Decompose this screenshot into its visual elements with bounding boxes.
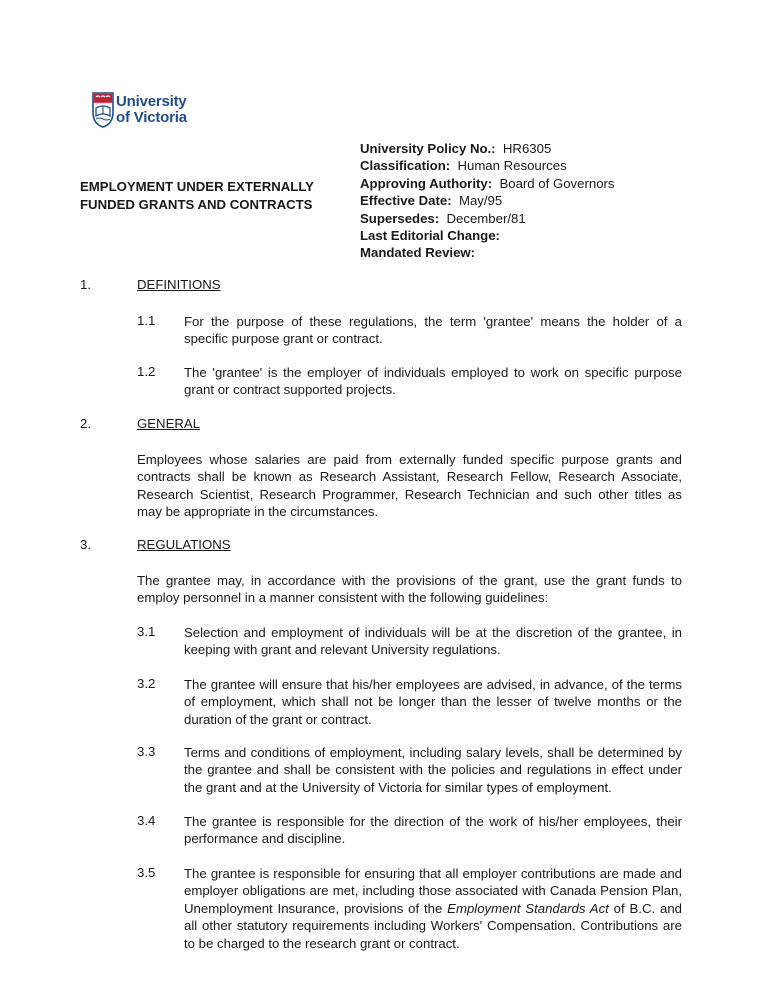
- section-2-number: 2.: [80, 416, 91, 431]
- meta-supersedes: [360, 210, 740, 227]
- title-line-1: EMPLOYMENT UNDER EXTERNALLY: [80, 179, 314, 194]
- label: Mandated Review:: [360, 245, 476, 261]
- label: Effective Date:: [360, 193, 452, 209]
- item-3-1-number: 3.1: [137, 624, 156, 639]
- item-3-2-text: The grantee will ensure that his/her employees are advised, in advance, of the terms of employment, which shall not be longer than the lesser of twelve months or the duration of the grant or contract.: [184, 677, 682, 727]
- policy-metadata: [360, 140, 740, 262]
- logo-line-1: University: [116, 93, 187, 110]
- meta-policy-number: [360, 140, 740, 157]
- item-3-2-number: 3.2: [137, 676, 156, 691]
- item-3-4-text: The grantee is responsible for the direction of the work of his/her employees, their performance and discipline.: [184, 814, 682, 847]
- logo-line-2: of Victoria: [116, 109, 187, 126]
- meta-approving-authority: [360, 175, 740, 192]
- value: Board of Governors: [499, 175, 615, 191]
- value: Human Resources: [457, 158, 567, 174]
- section-3-number: 3.: [80, 537, 91, 552]
- text-part: of B.C. and all other statutory requirements including Workers' Compensation. Contributions are to be charged to the research grant or contract.: [184, 900, 682, 951]
- label: Last Editorial Change:: [360, 228, 500, 244]
- section-1-number: 1.: [80, 277, 91, 292]
- policy-title: [80, 178, 350, 214]
- item-1-1-text: For the purpose of these regulations, the term 'grantee' means the holder of a specific purpose grant or contract.: [184, 314, 682, 347]
- meta-last-editorial-change: [360, 227, 740, 244]
- meta-mandated-review: [360, 244, 740, 261]
- section-2-paragraph: Employees whose salaries are paid from externally funded specific purpose grants and contracts shall be known as Research Assistant, Research Fellow, Research Associate, Research Scientist, Research Programmer, Research Technician and such other titles as may be appropriate in the circumstances.: [137, 452, 682, 520]
- item-1-2-text: The 'grantee' is the employer of individuals employed to work on specific purpose grant or contract supported projects.: [184, 365, 682, 398]
- value: December/81: [446, 210, 526, 226]
- item-1-1-number: 1.1: [137, 313, 156, 328]
- item-3-5-text: [184, 865, 682, 952]
- label: Classification:: [360, 158, 451, 174]
- value: HR6305: [502, 141, 552, 156]
- section-3-paragraph: The grantee may, in accordance with the provisions of the grant, use the grant funds to employ personnel in a manner consistent with the following guidelines:: [137, 573, 682, 606]
- section-2-heading: GENERAL: [137, 416, 201, 431]
- section-3-heading: REGULATIONS: [137, 537, 231, 552]
- act-name-italic: Employment Standards Act: [447, 900, 609, 916]
- crest-icon: [92, 92, 114, 128]
- item-1-2-number: 1.2: [137, 364, 156, 379]
- label: Supersedes:: [360, 210, 440, 226]
- label: Approving Authority:: [360, 175, 493, 191]
- value: May/95: [458, 193, 503, 209]
- item-3-3-text: Terms and conditions of employment, including salary levels, shall be determined by the grantee and shall be consistent with the policies and regulations in effect under the grant and at the University of Victoria for similar types of employment.: [184, 745, 682, 795]
- item-3-4-number: 3.4: [137, 813, 156, 828]
- university-logo: [92, 92, 204, 130]
- item-3-1-text: Selection and employment of individuals will be at the discretion of the grantee, in keeping with grant and relevant University regulations.: [184, 625, 682, 658]
- item-3-3-number: 3.3: [137, 744, 156, 759]
- section-1-heading: DEFINITIONS: [137, 277, 221, 292]
- item-3-5-number: 3.5: [137, 865, 156, 880]
- meta-effective-date: [360, 192, 740, 209]
- text-part: The grantee is responsible for ensuring that all employer contributions are made and employer obligations are met, including those associated with Canada Pension Plan, Unemployment Insurance, provisions of the: [184, 866, 682, 916]
- label: University Policy No.:: [360, 141, 496, 156]
- meta-classification: [360, 157, 740, 174]
- title-line-2: FUNDED GRANTS AND CONTRACTS: [80, 197, 313, 212]
